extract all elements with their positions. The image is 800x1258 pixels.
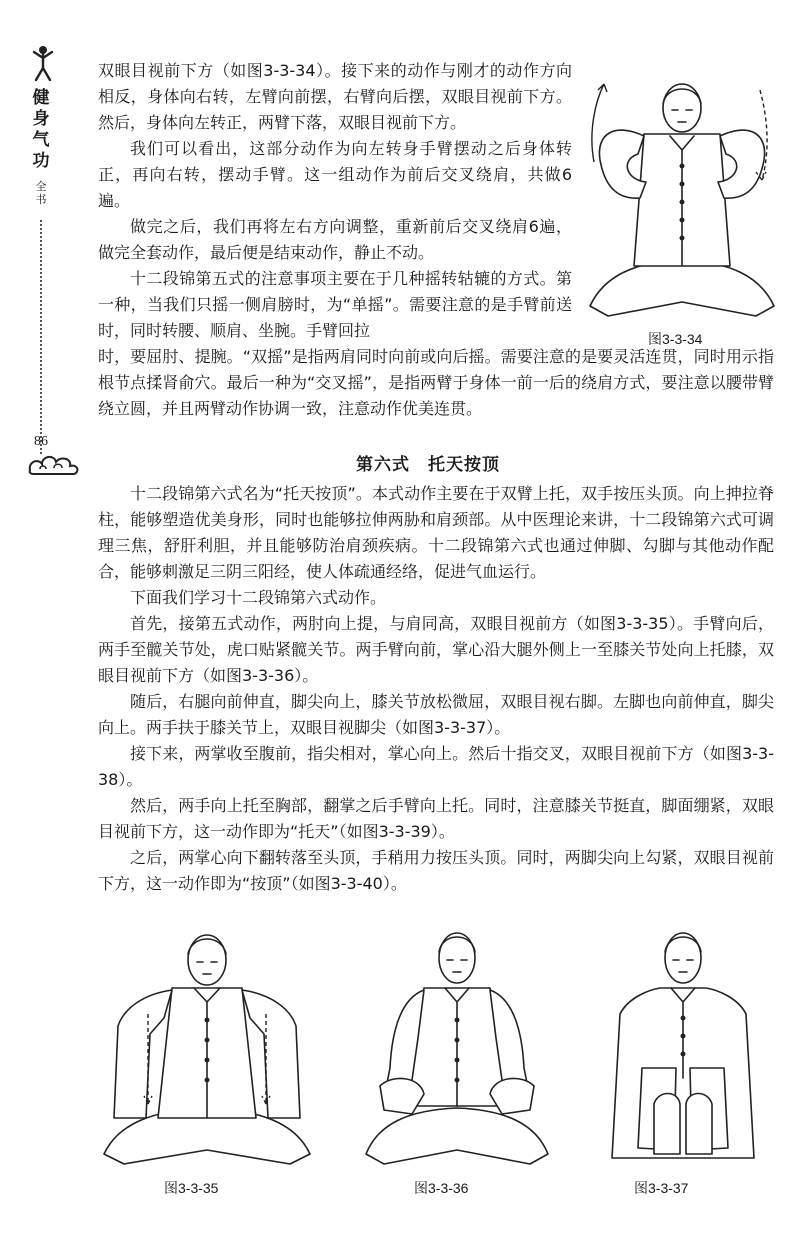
paragraph: 随后，右腿向前伸直，脚尖向上，膝关节放松微屈，双眼目视右脚。左脚也向前伸直，脚尖向上。两手扶于膝关节上，双眼目视脚尖（如图3-3-37）。 [98,692,774,737]
section-name: 托天按顶 [428,455,500,475]
paragraph: 之后，两掌心向下翻转落至头顶，手稍用力按压头顶。同时，两脚尖向上勾紧，双眼目视前下方，这一动作即为“按顶”（如图3-3-40）。 [98,848,774,893]
sidebar-divider [40,220,42,454]
paragraph: 首先，接第五式动作，两肘向上提，与肩同高，双眼目视前方（如图3-3-35）。手臂向后，两手至髋关节处，虎口贴紧髋关节。两手臂向前，掌心沿大腿外侧上一至膝关节处向上托膝，双眼目视前下方（如图3-3-36）。 [98,614,774,685]
text-block-sixth-form [98,481,774,897]
figure-3-3-34-caption: 图3-3-34 [648,331,703,347]
figure-3-3-36-illustration [362,918,552,1174]
paragraph: 十二段锦第五式的注意事项主要在于几种摇转轱辘的方式。第一种，当我们只摇一侧肩膀时，为“单摇”。需要注意的是手臂前送时，同时转腰、顺肩、坐腕。手臂回拉 [98,269,572,340]
paragraph: 下面我们学习十二段锦第六式动作。 [130,588,387,607]
figure-3-3-37-illustration [598,918,768,1174]
paragraph: 我们可以看出，这部分动作为向左转身手臂摆动之后身体转正，再向右转，摆动手臂。这一组动作为前后交叉绕肩，共做6遍。 [98,139,572,210]
page-number: 86 [34,434,48,449]
text-block-precautions [98,344,774,422]
figure-3-3-35-illustration [100,918,314,1174]
book-title: 健身气功 [32,88,50,171]
cloud-ornament-icon [26,452,82,476]
figure-3-3-37-caption: 图3-3-37 [634,1180,689,1196]
paragraph: 接下来，两掌收至腹前，指尖相对，掌心向上。然后十指交叉，双眼目视前下方（如图3-3-38）。 [98,744,774,789]
paragraph: 时，要屈肘、提腕。“双摇”是指两肩同时向前或向后摇。需要注意的是要灵活连贯，同时用示指根节点揉肾俞穴。最后一种为“交叉摇”，是指两臂于身体一前一后的绕肩方式，要注意以腰带臂绕立圆，并且两臂动作协调一致，注意动作优美连贯。 [98,347,774,418]
figure-3-3-34-illustration [584,70,780,326]
section-heading [356,450,518,475]
figure-3-3-35-caption: 图3-3-35 [164,1180,219,1196]
section-number: 第六式 [356,455,410,475]
paragraph: 做完之后，我们再将左右方向调整，重新前后交叉绕肩6遍，做完全套动作，最后便是结束动作，静止不动。 [98,217,572,262]
figure-logo-icon [28,44,58,84]
paragraph: 十二段锦第六式名为“托天按顶”。本式动作主要在于双臂上托，双手按压头顶。向上抻拉脊柱，能够塑造优美身形，同时也能够拉伸两胁和肩颈部。从中医理论来讲，十二段锦第六式可调理三焦，舒肝利胆，并且能够防治肩颈疾病。十二段锦第六式也通过伸脚、勾脚与其他动作配合，能够刺激足三阴三阳经，使人体疏通经络，促进气血运行。 [98,484,774,581]
book-subtitle: 全书 [35,180,47,206]
figure-3-3-36-caption: 图3-3-36 [414,1180,469,1196]
text-block-fifth-form [98,58,572,344]
paragraph: 双眼目视前下方（如图3-3-34）。接下来的动作与刚才的动作方向相反，身体向右转，左臂向前摆，右臂向后摆，双眼目视前下方。然后，身体向左转正，两臂下落，双眼目视前下方。 [98,61,572,132]
paragraph: 然后，两手向上托至胸部，翻掌之后手臂向上托。同时，注意膝关节挺直，脚面绷紧，双眼目视前下方，这一动作即为“托天”（如图3-3-39）。 [98,796,774,841]
